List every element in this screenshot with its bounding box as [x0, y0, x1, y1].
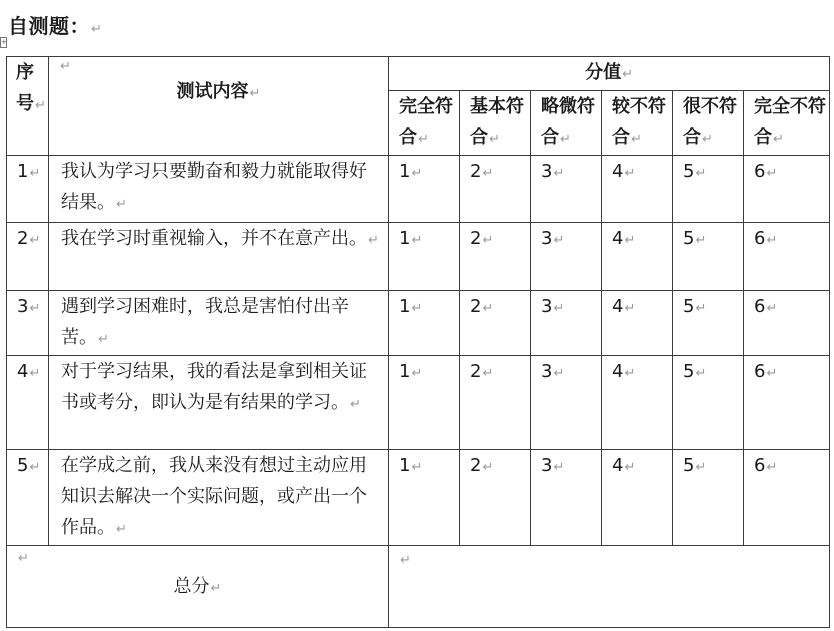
score-cell: 2↵ [460, 223, 531, 291]
table-row [7, 450, 830, 546]
score-cell: 3↵ [531, 356, 602, 450]
row-number: 5↵ [7, 450, 49, 546]
row-content: 我在学习时重视输入，并不在意产出。↵ [49, 223, 389, 291]
score-cell: 3↵ [531, 156, 602, 223]
score-cell: 3↵ [531, 223, 602, 291]
score-cell: 5↵ [673, 450, 744, 546]
header-score-group: 分值↵ [389, 57, 830, 91]
header-content-label: 测试内容 [176, 81, 249, 102]
page-title: 自测题：↵ [8, 14, 103, 38]
score-cell: 2↵ [460, 356, 531, 450]
total-row [7, 546, 830, 628]
score-col-header: 基本符合↵ [460, 91, 531, 156]
header-no: 序号↵ [7, 57, 49, 156]
total-empty-line: ↵ [18, 551, 29, 566]
table-row [7, 291, 830, 356]
score-cell: 5↵ [673, 356, 744, 450]
score-cell: 2↵ [460, 156, 531, 223]
score-cell: 4↵ [602, 450, 673, 546]
score-cell: 5↵ [673, 223, 744, 291]
score-cell: 6↵ [744, 156, 830, 223]
row-number: 1↵ [7, 156, 49, 223]
total-label-cell: ↵ 总分↵ [7, 546, 389, 628]
score-cell: 2↵ [460, 291, 531, 356]
score-cell: 6↵ [744, 223, 830, 291]
total-label: 总分 [173, 576, 210, 597]
score-cell: 1↵ [389, 450, 460, 546]
score-cell: 6↵ [744, 356, 830, 450]
score-cell: 1↵ [389, 356, 460, 450]
score-cell: 4↵ [602, 156, 673, 223]
row-content: 在学成之前，我从来没有想过主动应用知识去解决一个实际问题，或产出一个作品。↵ [49, 450, 389, 546]
score-cell: 4↵ [602, 356, 673, 450]
score-cell: 5↵ [673, 291, 744, 356]
score-cell: 1↵ [389, 291, 460, 356]
row-content: 遇到学习困难时，我总是害怕付出辛苦。↵ [49, 291, 389, 356]
table-row [7, 356, 830, 450]
header-content-empty-line: ↵ [60, 59, 71, 74]
row-content: 我认为学习只要勤奋和毅力就能取得好结果。↵ [49, 156, 389, 223]
row-number: 3↵ [7, 291, 49, 356]
score-cell: 2↵ [460, 450, 531, 546]
score-cell: 1↵ [389, 223, 460, 291]
score-cell: 6↵ [744, 450, 830, 546]
table-move-handle-icon[interactable]: + [1, 38, 7, 46]
row-number: 4↵ [7, 356, 49, 450]
row-number: 2↵ [7, 223, 49, 291]
score-cell: 4↵ [602, 291, 673, 356]
header-content: ↵ 测试内容↵ [49, 57, 389, 156]
score-cell: 1↵ [389, 156, 460, 223]
score-cell: 5↵ [673, 156, 744, 223]
score-col-header: 略微符合↵ [531, 91, 602, 156]
score-cell: 3↵ [531, 291, 602, 356]
self-test-table [6, 56, 830, 628]
total-value-cell[interactable]: ↵ [389, 546, 830, 628]
score-col-header: 完全不符合↵ [744, 91, 830, 156]
score-cell: 4↵ [602, 223, 673, 291]
table-row [7, 156, 830, 223]
row-content: 对于学习结果，我的看法是拿到相关证书或考分，即认为是有结果的学习。↵ [49, 356, 389, 450]
table-row [7, 223, 830, 291]
score-col-header: 很不符合↵ [673, 91, 744, 156]
score-cell: 3↵ [531, 450, 602, 546]
score-col-header: 较不符合↵ [602, 91, 673, 156]
score-cell: 6↵ [744, 291, 830, 356]
score-col-header: 完全符合↵ [389, 91, 460, 156]
